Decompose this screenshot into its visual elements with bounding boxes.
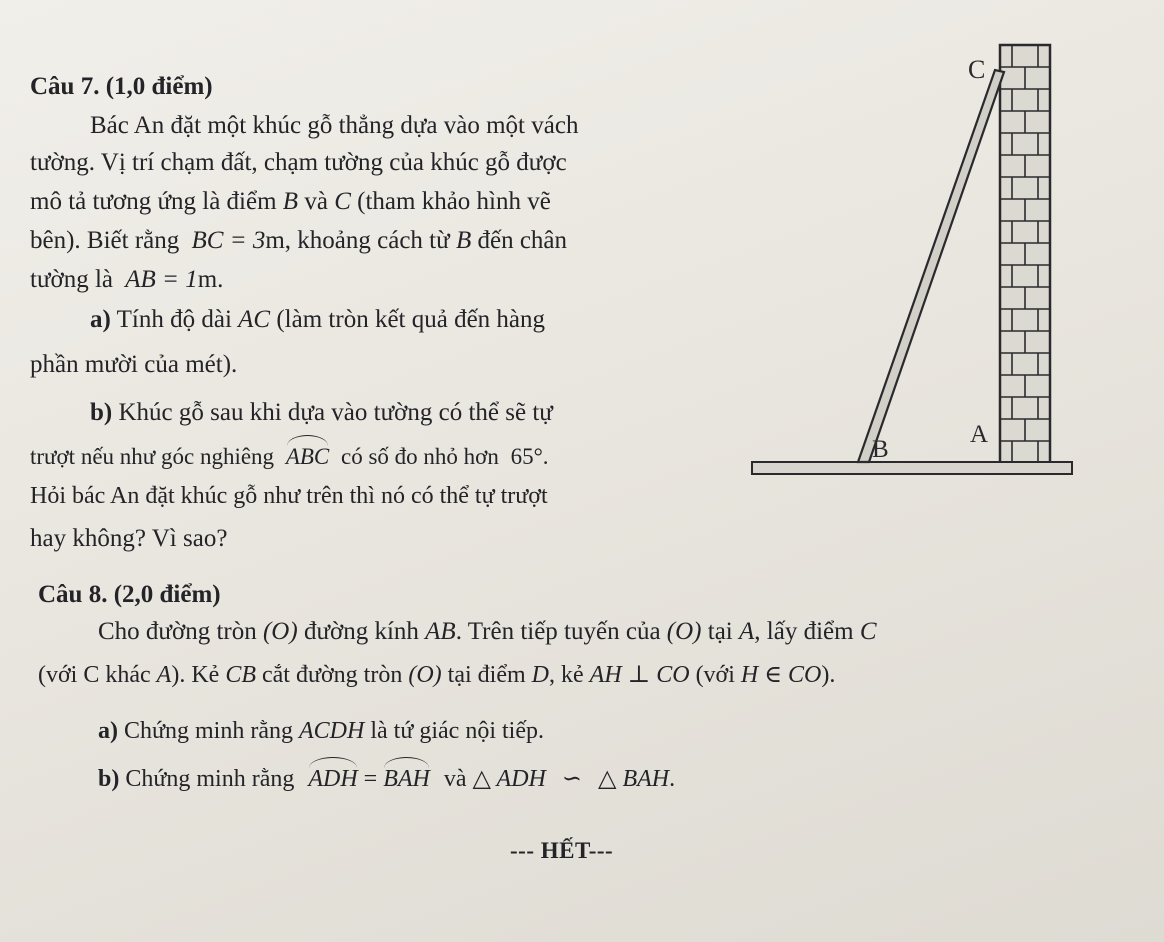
angle-abc: ABC xyxy=(286,442,329,472)
q7-line-4: bên). Biết rằng BC = 3m, khoảng cách từ B đến chân xyxy=(30,227,568,254)
q7-line-5: tường là AB = 1m. xyxy=(30,266,224,293)
q7-part-b-line-1: b) Khúc gỗ sau khi dựa vào tường có thể sẽ tự xyxy=(90,399,553,426)
label-a: A xyxy=(970,421,989,448)
wooden-plank xyxy=(858,70,1004,462)
label-b: B xyxy=(872,436,889,463)
end-marker: --- HẾT--- xyxy=(510,838,614,863)
q7-part-b-line-2: trượt nếu như góc nghiêng ABC có số đo nhỏ hơn 65°. xyxy=(30,442,549,472)
ground xyxy=(752,462,1072,474)
label-c: C xyxy=(968,55,986,84)
q7-line-3: mô tả tương ứng là điểm B và C (tham khảo hình vẽ xyxy=(30,188,551,215)
q8-part-a: a) Chứng minh rằng ACDH là tứ giác nội tiếp. xyxy=(98,718,544,744)
wall xyxy=(1000,45,1050,465)
q7-part-b-line-4: hay không? Vì sao? xyxy=(30,525,228,552)
q8-line-2: (với C khác A). Kẻ CB cắt đường tròn (O) tại điểm D, kẻ AH ⊥ CO (với H ∈ CO). xyxy=(38,662,836,688)
q8-line-1: Cho đường tròn (O) đường kính AB. Trên tiếp tuyến của (O) tại A, lấy điểm C xyxy=(98,618,877,645)
q8-title: Câu 8. (2,0 điểm) xyxy=(38,581,221,608)
q8-part-b: b) Chứng minh rằng ADH = BAH và △ ADH ∽ △ BAH. xyxy=(98,766,676,792)
ladder-wall-figure xyxy=(740,30,1090,500)
q7-line-1: Bác An đặt một khúc gỗ thẳng dựa vào một vách xyxy=(90,112,579,139)
q7-part-a-line-2: phần mười của mét). xyxy=(30,351,238,378)
q7-line-2: tường. Vị trí chạm đất, chạm tường của khúc gỗ được xyxy=(30,149,567,176)
q7-title: Câu 7. (1,0 điểm) xyxy=(30,73,213,100)
q7-part-b-line-3: Hỏi bác An đặt khúc gỗ như trên thì nó có thể tự trượt xyxy=(30,483,548,509)
q7-part-a-line-1: a) Tính độ dài AC (làm tròn kết quả đến hàng xyxy=(90,306,546,333)
angle-bah: BAH xyxy=(383,766,430,792)
angle-adh: ADH xyxy=(308,766,358,792)
